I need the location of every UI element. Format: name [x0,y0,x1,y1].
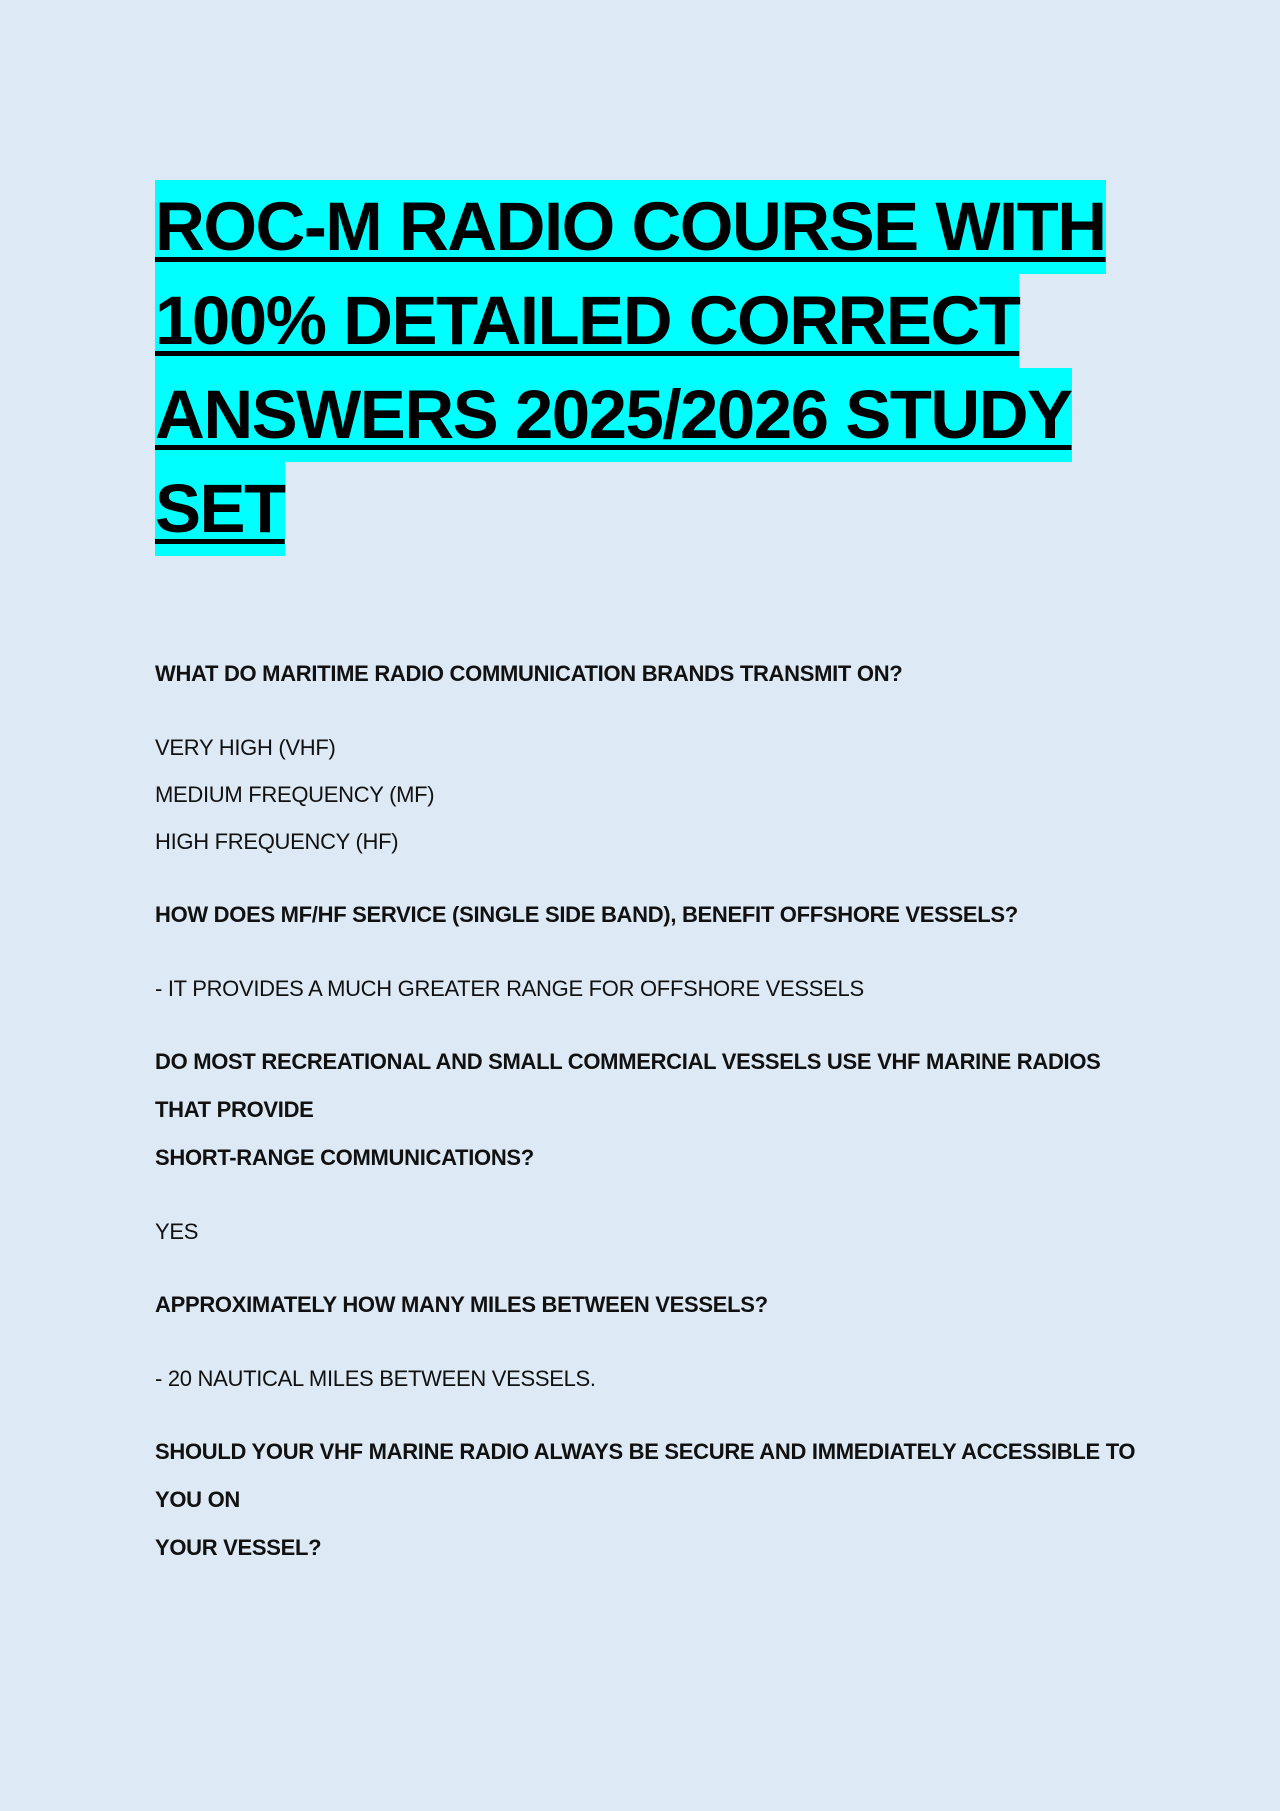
document-title [155,180,1135,556]
question-text: APPROXIMATELY HOW MANY MILES BETWEEN VESSELS? [155,1292,768,1317]
title-line: SET [155,462,285,556]
question-text: HOW DOES MF/HF SERVICE (SINGLE SIDE BAND), BENEFIT OFFSHORE VESSELS? [155,902,1018,927]
answer-text: VERY HIGH (VHF) [155,735,336,760]
question-text: WHAT DO MARITIME RADIO COMMUNICATION BRANDS TRANSMIT ON? [155,661,903,686]
question-text: YOU ON [155,1487,240,1512]
question-text: DO MOST RECREATIONAL AND SMALL COMMERCIAL VESSELS USE VHF MARINE RADIOS [155,1049,1101,1074]
answer-text: HIGH FREQUENCY (HF) [155,829,399,854]
qa-list [155,650,1145,1572]
title-line: ANSWERS 2025/2026 STUDY [155,368,1072,462]
question-text: SHOULD YOUR VHF MARINE RADIO ALWAYS BE SECURE AND IMMEDIATELY ACCESSIBLE TO [155,1439,1136,1464]
answer-text: - IT PROVIDES A MUCH GREATER RANGE FOR OFFSHORE VESSELS [155,976,864,1001]
question-text: THAT PROVIDE [155,1097,314,1122]
answer-text: YES [155,1219,199,1244]
qa-item [155,650,1145,891]
qa-item [155,1428,1145,1572]
answer-text: MEDIUM FREQUENCY (MF) [155,782,435,807]
answer-text: - 20 NAUTICAL MILES BETWEEN VESSELS. [155,1366,596,1391]
qa-item [155,1038,1145,1281]
qa-item [155,1281,1145,1428]
question-text: YOUR VESSEL? [155,1535,322,1560]
qa-item [155,891,1145,1038]
title-line: ROC-M RADIO COURSE WITH [155,180,1106,274]
question-text: SHORT-RANGE COMMUNICATIONS? [155,1145,534,1170]
title-line: 100% DETAILED CORRECT [155,274,1019,368]
